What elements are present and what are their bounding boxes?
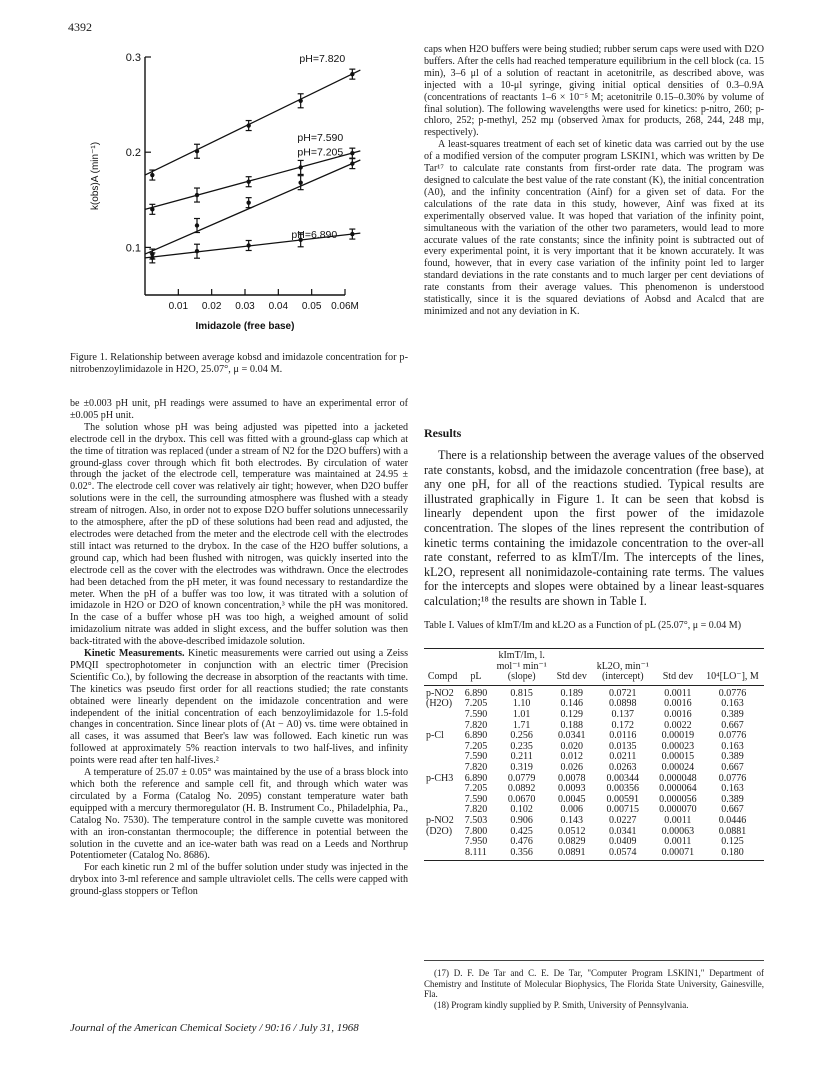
table-cell: 0.006 (560, 804, 583, 816)
table-cell: 0.188 (560, 719, 583, 731)
x-tick-label: 0.06M (331, 301, 359, 312)
table-cell: 8.111 (461, 848, 490, 861)
table-cell: 0.0512 (557, 825, 586, 837)
footnote-18: (18) Program kindly supplied by P. Smith, University of Pennsylvania. (434, 999, 689, 1010)
table-cell: 6.890 (464, 730, 488, 742)
table-header-cell: kImT/Im, l. mol⁻¹ min⁻¹ (slope) (491, 649, 553, 685)
table-cell: 0.425 (510, 825, 533, 837)
paragraph: The solution whose pH was being adjusted was pipetted into a jacketed electrode cell in the drybox. This cell was fitted with a ground-glass cap which at the time of titration was replaced (under a stream of N2 for the D2O buffers) with a ground-glass cover through which fit both electrodes. By circulation of water through the jacket of the electrode cell, temperature was maintained at 24.95 ± 0.02°. The electrode cell cover was relatively air tight; however, when D2O buffer solutions were in the cell, the surrounding atmosphere was flushed with a steady stream of nitrogen. Also, in order not to expose D2O buffer solutions unnecessarily to the atmosphere, after the pD of these solutions had been read and adjusted, the electrodes were detached from the meter and the electrode cell with the electrodes still intact was returned to the drybox. In the case of the H2O buffer solutions, a ground cap, which had been flushed with nitrogen, was quickly inserted into the electrode cell as the cover with the electrodes was withdrawn. Once the electrodes had been detached from the pH meter, it was found necessary to restandardize the meter. When the pH of a buffer was too low, it was titrated with a solution of imidazole in H2O or D2O of known concentration,³ while the pH was monitored. In the case of a buffer whose pH was too high, a weighed amount of solid imidazolium nitrate was added in slight excess, and the buffer solution was then back-titrated with the above-described imidazole solution. (70, 421, 408, 648)
table-cell: 0.012 (560, 751, 583, 763)
paragraph: caps when H2O buffers were being studied; rubber serum caps were used with D2O buffers. After the cells had reached temperature equilibrium in the cell block (ca. 15 min), 3–6 μl of a solution of reactant in acetonitrile, as described above, was injected with a 10-μl syringe, giving initial optical densities of 0.3–0.9A (concentrations of reactants 1–6 × 10⁻⁵ M; acetonitrile 0.15–0.30% by volume of final solution). The following wavelengths were used for kinetics: p-nitro, 260; p-chloro, 252; p-methyl, 252 mμ (observed λmax for products, 268, 244, 248 mμ, respectively). (424, 44, 764, 139)
table-caption: Table I. Values of kImT/Im and kL2O as a Function of pL (25.07°, μ = 0.04 M) (424, 620, 742, 631)
left-column (70, 398, 408, 898)
y-tick-label: 0.1 (125, 242, 141, 255)
x-tick-label: 0.03 (235, 301, 255, 312)
table-cell: 0.0776 (718, 772, 747, 784)
table-cell: 0.0093 (557, 783, 586, 795)
table-cell: 0.0670 (507, 793, 536, 805)
table-cell (424, 763, 461, 774)
table-cell: 0.00356 (606, 783, 640, 795)
table-cell: 0.0891 (553, 848, 591, 861)
table-cell: 0.0446 (718, 814, 747, 826)
series-label: pH=7.205 (297, 146, 344, 159)
data-point (195, 193, 199, 197)
table-cell: 0.667 (721, 804, 744, 816)
table-cell: 0.0135 (609, 740, 637, 752)
figure-1 (70, 45, 410, 355)
table-cell: 1.01 (512, 708, 531, 720)
table-cell: 0.163 (721, 740, 744, 752)
data-point (298, 165, 302, 169)
x-tick-label: 0.01 (168, 301, 189, 312)
table-cell: 7.590 (464, 708, 488, 720)
x-axis-label: Imidazole (free base) (195, 321, 295, 332)
table-cell: 0.0227 (609, 814, 637, 826)
table-cell: 0.0574 (591, 848, 655, 861)
table-cell: 0.667 (721, 719, 744, 731)
table-cell: 0.0341 (609, 825, 637, 837)
table-cell: 0.163 (721, 783, 744, 795)
table-cell: 0.00023 (661, 740, 695, 752)
table-cell: 0.356 (491, 848, 553, 861)
table-cell: p-CH3 (426, 772, 454, 784)
data-point (246, 243, 250, 247)
data-point (298, 180, 302, 184)
table-cell (424, 837, 461, 848)
results-section (424, 448, 764, 609)
table-cell: 7.590 (464, 793, 488, 805)
table-cell: p-NO2 (426, 687, 454, 699)
table-cell: 0.000056 (659, 793, 697, 805)
table-cell: 7.590 (464, 751, 488, 763)
table-cell: 7.820 (464, 804, 488, 816)
data-point (350, 72, 354, 76)
table-cell: 0.0829 (557, 836, 586, 848)
table-cell: 0.906 (510, 814, 533, 826)
table-cell: 7.205 (464, 740, 488, 752)
table-cell: 0.0881 (718, 825, 747, 837)
table-cell: 0.319 (510, 761, 533, 773)
table-cell: 7.205 (464, 698, 488, 710)
series-label: pH=6.890 (291, 229, 338, 242)
table-cell: 7.205 (464, 783, 488, 795)
table-cell: 0.00063 (661, 825, 695, 837)
x-tick-label: 0.05 (301, 301, 322, 312)
table-cell: 7.950 (464, 836, 488, 848)
table-cell: (H2O) (426, 698, 453, 710)
table-cell (424, 742, 461, 753)
table-cell: 0.0776 (718, 730, 747, 742)
table-row (424, 710, 764, 721)
data-point (195, 149, 199, 153)
data-point (246, 180, 250, 184)
table-cell: 0.146 (560, 698, 583, 710)
table-cell: 0.180 (701, 848, 764, 861)
series-label: pH=7.590 (297, 132, 344, 145)
footnotes (424, 968, 764, 1010)
table-cell: 7.800 (464, 825, 488, 837)
table-cell: 0.189 (560, 687, 583, 699)
paragraph: For each kinetic run 2 ml of the buffer solution under study was injected in the drybox into 3-ml reference and sample ultraviolet cells. The cells were capped with ground-glass stoppers or Teflon (70, 862, 408, 898)
table-cell: 0.172 (611, 719, 635, 731)
page-number: 4392 (68, 20, 92, 34)
table-header-cell: Compd (424, 649, 461, 685)
table-cell: 0.389 (721, 793, 744, 805)
table-cell: 0.235 (510, 740, 533, 752)
table-cell: 0.211 (510, 751, 533, 763)
journal-footer: Journal of the American Chemical Society / 90:16 / July 31, 1968 (70, 1022, 359, 1034)
y-axis-label: k(obs)A (min⁻¹) (90, 141, 101, 211)
table-cell: 0.000064 (659, 783, 697, 795)
data-point (195, 223, 199, 227)
table-1 (424, 648, 764, 861)
table-cell: 0.0116 (609, 730, 637, 742)
table-header-cell: kL2O, min⁻¹ (intercept) (591, 649, 655, 685)
table-cell: 0.0341 (557, 730, 586, 742)
footnote-17: (17) D. F. De Tar and C. E. De Tar, "Computer Program LSKIN1," Department of Chemistry and Institute of Molecular Biophysics, The Florida State University, Gainesville, Fla. (424, 968, 764, 1000)
data-point (195, 249, 199, 253)
table-cell: 0.137 (611, 708, 635, 720)
y-tick-label: 0.2 (125, 147, 141, 160)
table-cell: 0.00715 (606, 804, 640, 816)
data-point (246, 123, 250, 127)
table-cell: 0.389 (721, 708, 744, 720)
table-cell: 0.0779 (507, 772, 536, 784)
data-point (150, 207, 154, 211)
table-cell: 0.0011 (664, 687, 692, 699)
table-cell: 0.0022 (664, 719, 692, 731)
table-header-cell: 10⁴[LO⁻], M (701, 649, 764, 685)
table-cell: 0.00591 (606, 793, 640, 805)
data-point (246, 200, 250, 204)
data-point (350, 151, 354, 155)
footnote-rule (424, 960, 764, 961)
table-header-cell: Std dev (655, 649, 701, 685)
table-cell: 0.026 (560, 761, 583, 773)
table-cell: 0.0078 (557, 772, 586, 784)
paragraph: A temperature of 25.07 ± 0.05° was maintained by the use of a brass block into which both the reference and sample cell fit, and through which water was circulated by a Forma (Catalog No. 2095) constant temperature water bath equipped with a mercury thermoregulator (H. B. Instrument Co., Philadelphia, Pa., Catalog No. 7530). The temperature control in the sample cuvette was monitored with an iron-constantan thermocouple; the difference in potential between the solution in the cuvette and an ice-water bath was read on a Leeds and Northrup Potentiometer (Catalog No. 8686). (70, 767, 408, 862)
table-cell: 7.820 (464, 761, 488, 773)
table-cell: p-NO2 (426, 814, 454, 826)
table-row (424, 848, 764, 861)
table-cell: 0.143 (560, 814, 583, 826)
table-cell: 0.0892 (507, 783, 536, 795)
table-cell: 0.0016 (664, 708, 692, 720)
table-cell: 0.000070 (659, 804, 697, 816)
y-tick-label: 0.3 (125, 52, 141, 64)
table-cell: 7.503 (464, 814, 488, 826)
table-cell: 0.000048 (659, 772, 697, 784)
table-header-row (424, 649, 764, 685)
table-cell: 0.0211 (609, 751, 637, 763)
table-cell: 0.0045 (557, 793, 586, 805)
data-point (150, 256, 154, 260)
table-cell: 0.00019 (661, 730, 695, 742)
table-cell: 6.890 (464, 687, 488, 699)
series-label: pH=7.820 (299, 53, 346, 66)
table-cell: 0.389 (721, 751, 744, 763)
table-cell: 1.10 (512, 698, 531, 710)
data-point (298, 99, 302, 103)
table-cell (424, 784, 461, 795)
table-cell: 0.00015 (661, 751, 695, 763)
table-cell: 6.890 (464, 772, 488, 784)
data-point (350, 232, 354, 236)
table-header-cell: Std dev (553, 649, 591, 685)
table-cell: 0.00024 (661, 761, 695, 773)
table-cell: 0.125 (721, 836, 744, 848)
table-cell: 0.00071 (655, 848, 701, 861)
table-cell: (D2O) (426, 825, 453, 837)
table-cell: 1.71 (512, 719, 531, 731)
table-row (424, 763, 764, 774)
table-cell: 0.0721 (609, 687, 637, 699)
figure-caption: Figure 1. Relationship between average kobsd and imidazole concentration for p-nitrobenzoylimidazole in H2O, 25.07°, μ = 0.04 M. (70, 352, 408, 375)
table-cell (424, 710, 461, 721)
table-cell: 0.0898 (609, 698, 637, 710)
data-point (350, 161, 354, 165)
table-cell: 0.815 (510, 687, 533, 699)
data-point (150, 173, 154, 177)
table-cell: 7.820 (464, 719, 488, 731)
table-cell: 0.0011 (664, 814, 692, 826)
table-cell: 0.0263 (609, 761, 637, 773)
section-run-in-heading: Kinetic Measurements. (84, 648, 185, 660)
table-cell: 0.256 (510, 730, 533, 742)
table-cell: 0.0011 (664, 836, 692, 848)
x-tick-label: 0.02 (201, 301, 222, 312)
table-row (424, 685, 764, 699)
results-paragraph: There is a relationship between the average values of the observed rate constants, kobsd, and the imidazole concentration (free base), at any one pH, for all of the reactions studied. Typical results are illustrated graphically in Figure 1. It can be seen that kobsd is linearly dependent upon the first power of the imidazole concentration. The slopes of the lines represent the contribution of kinetic terms containing the imidazole concentration to the over-all rate constant, referred to as kImT/Im. The intercepts of the lines, kL2O, represent all nonimidazole-containing rate terms. The values for the intercepts and slopes were obtained by a linear least-squares calculation;¹⁸ the results are shown in Table I. (424, 448, 764, 608)
table-cell (424, 848, 461, 861)
paragraph: A least-squares treatment of each set of kinetic data was carried out by the use of a modified version of the computer program LSKIN1, which was written by De Tar¹⁷ to calculate rate constants from first-order rate data. The program was designed to calculate the best value of the rate constant (K), the initial concentration (A0), and the infinity concentration (Ainf) for a given set of data. For the calculations of the rate data in this study, however, Ainf was fixed at its experimentally observed value. It was hoped that variation of the infinity point, simultaneous with the variation of the other two parameters, would lead to more accurate values of the rate constants; since the infinity point is subtracted out of every experimental point, it is very important that it be known accurately. It was found, however, that in every case variation of the infinity point led to larger standard deviations in the rate constants and to much larger per cent deviations of rate constants from their average values. This phenomenon is understood statistically, since it is the squared deviations of Aobsd and Acalcd that are minimized and not any deviation in K. (424, 139, 764, 317)
table-cell: 0.129 (560, 708, 583, 720)
table-cell (424, 752, 461, 763)
table-cell: 0.163 (721, 698, 744, 710)
table-cell: 0.0776 (718, 687, 747, 699)
table-cell: 0.0016 (664, 698, 692, 710)
paragraph-text: Kinetic measurements were carried out using a Zeiss PMQII spectrophotometer in conjunction with an electric timer (Precision Scientific Co.), by following the decrease in absorption of the reactants with time. The kinetics was pseudo first order for all reactions studied; the rate constants obtained were linearly dependent on the imidazole concentration and were independent of the initial concentration of each benzoylimidazole for 1.5-fold changes in concentration. Since linear plots of (At − A0) vs. time were obtained in all cases, it was assumed that Beer's law was followed. Each kinetic run was followed at approximately 5% reaction intervals to two half-lives, and infinity points were read after ten half-lives.² (70, 648, 408, 767)
table-cell: 0.020 (560, 740, 583, 752)
x-tick-label: 0.04 (268, 301, 289, 312)
table-cell: 0.476 (510, 836, 533, 848)
results-heading: Results (424, 426, 462, 440)
table-cell: 0.0409 (609, 836, 637, 848)
table-cell: 0.102 (510, 804, 533, 816)
table-cell: p-Cl (426, 730, 444, 742)
table-cell: 0.00344 (606, 772, 640, 784)
table-cell (424, 795, 461, 806)
kobs-vs-imidazole-chart (70, 45, 410, 355)
paragraph (70, 648, 408, 767)
table-cell: 0.667 (721, 761, 744, 773)
right-column (424, 44, 764, 318)
table-row (424, 816, 764, 827)
paragraph: be ±0.003 pH unit, pH readings were assumed to have an experimental error of ±0.005 pH unit. (70, 398, 408, 421)
table-header-cell: pL (461, 649, 490, 685)
